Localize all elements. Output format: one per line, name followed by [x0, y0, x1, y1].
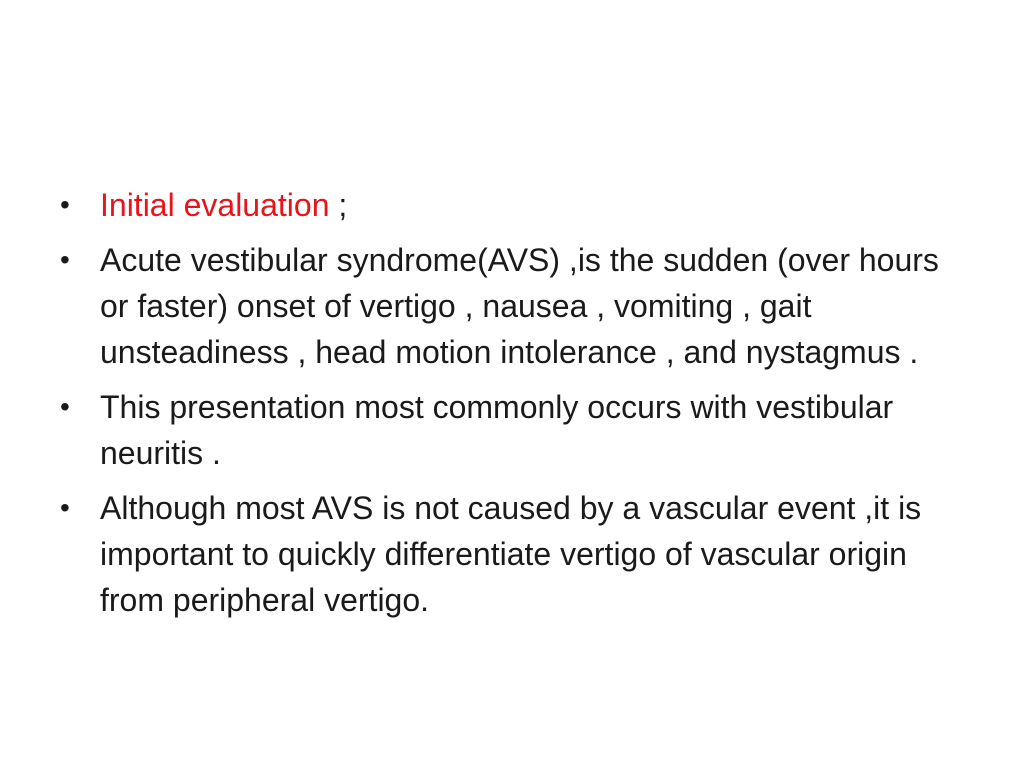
bullet-icon: •	[60, 244, 70, 275]
bullet-list	[56, 182, 956, 632]
bullet-text: Acute vestibular syndrome(AVS) ,is the sudden (over hours or faster) onset of vertigo , nausea , vomiting , gait unsteadiness , head motion intolerance , and nystagmus .	[100, 242, 939, 370]
bullet-item-initial-evaluation	[56, 182, 956, 228]
bullet-item-vestibular-neuritis	[56, 384, 956, 476]
bullet-text: ;	[329, 187, 348, 223]
bullet-icon: •	[60, 189, 70, 220]
bullet-icon: •	[60, 492, 70, 523]
bullet-text: This presentation most commonly occurs with vestibular neuritis .	[100, 389, 894, 471]
bullet-highlight-text: Initial evaluation	[100, 187, 330, 223]
bullet-icon: •	[60, 391, 70, 422]
bullet-text: Although most AVS is not caused by a vascular event ,it is important to quickly differentiate vertigo of vascular origin from peripheral vertigo.	[100, 490, 922, 618]
bullet-item-avs-definition	[56, 237, 956, 375]
bullet-item-vascular-differentiation	[56, 485, 956, 623]
